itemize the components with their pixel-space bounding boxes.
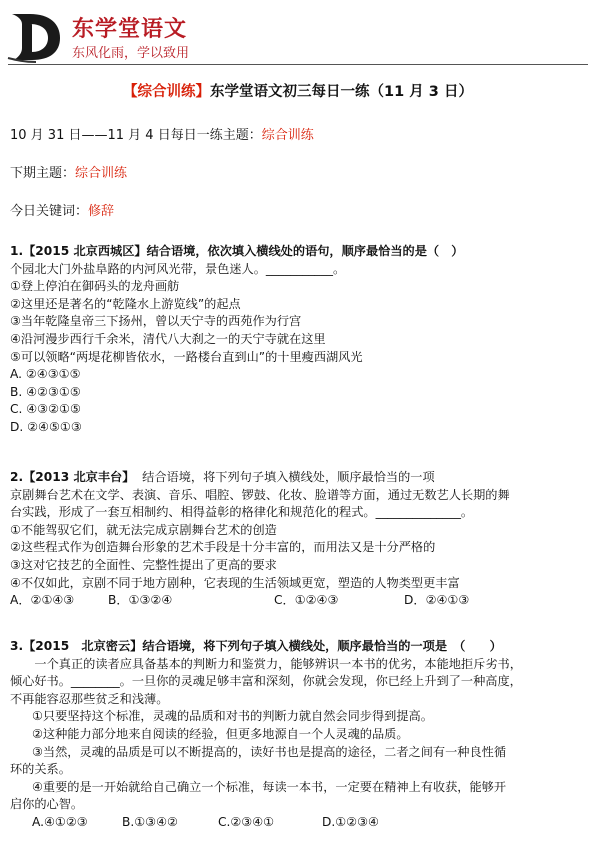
question-3-item-continued: 环的关系。: [10, 762, 71, 777]
question-2-stem: [10, 469, 588, 487]
question-3-passage-line: 不再能容忍那些贫乏和浅薄。: [10, 691, 169, 706]
question-1-option-b: B. ④②③①⑤: [10, 384, 81, 399]
question-3-item: ③当然，灵魂的品质是可以不断提高的，读好书也是提高的途径，二者之间有一种良性循: [32, 744, 507, 759]
question-1-stem: 1.【2015 北京西城区】结合语境，依次填入横线处的语句，顺序最恰当的是（ ）: [10, 244, 464, 258]
question-2-item: ③这对它技艺的全面性、完整性提出了更高的要求: [10, 557, 277, 572]
question-2-option-a: A．②①④③: [10, 593, 75, 608]
question-3-option-b: B.①③④②: [122, 814, 178, 829]
question-3-option-a: A.④①②③: [32, 814, 88, 829]
logo-d-icon: [6, 8, 64, 64]
question-1-option-c: C. ④③②①⑤: [10, 402, 81, 417]
title-tag: 【综合训练】: [123, 84, 211, 100]
question-1-option-d: D. ②④⑤①③: [10, 419, 82, 434]
brand-slogan: 东风化雨，学以致用: [72, 46, 190, 61]
question-1: [10, 243, 588, 437]
question-2-options: [10, 592, 588, 610]
keyword-label: 今日关键词：: [10, 204, 89, 219]
question-2-passage-line: 台实践，形成了一套互相制约、相得益彰的格律化和规范化的程式。______________。: [10, 505, 474, 520]
question-1-item: ②这里还是著名的“乾隆水上游览线”的起点: [10, 296, 241, 311]
question-3-passage-line: 倾心好书。________。一旦你的灵魂足够丰富和深刻，你就会发现，你已经上升到了一种高度，: [10, 674, 522, 689]
question-1-item: ④沿河漫步西行千余米，清代八大刹之一的天宁寺就在这里: [10, 331, 326, 346]
topic-value: 综合训练: [261, 128, 314, 143]
question-3-passage-line: 一个真正的读者应具备基本的判断力和鉴赏力，能够辨识一本书的优劣，本能地拒斥劣书，: [34, 656, 522, 671]
question-2-item: ④不仅如此，京剧不同于地方剧种，它表现的生活领域更宽，塑造的人物类型更丰富: [10, 575, 460, 590]
question-3: [10, 638, 588, 832]
question-3-options: [10, 814, 588, 832]
brand-name: 东学堂语文: [72, 16, 188, 42]
question-3-item-continued: 启你的心智。: [10, 797, 84, 812]
question-2-option-b: B．①③②④: [108, 593, 173, 608]
question-2-item: ①不能驾驭它们，就无法完成京剧舞台艺术的创造: [10, 522, 277, 537]
question-3-item: ②这种能力部分地来自阅读的经验，但更多地源自一个人灵魂的品质。: [32, 726, 409, 741]
next-topic-value: 综合训练: [75, 166, 128, 181]
title-text: 东学堂语文初三每日一练（11 月 3 日）: [210, 84, 473, 100]
question-3-option-c: C.②③④①: [218, 814, 275, 829]
question-2-instruction: 结合语境，将下列句子填入横线处，顺序最恰当的一项: [142, 470, 435, 484]
question-1-item: ⑤可以领略“两堤花柳皆依水，一路楼台直到山”的十里瘦西湖风光: [10, 349, 363, 364]
question-2-source: 2.【2013 北京丰台】: [10, 470, 135, 484]
question-3-stem: 3.【2015 北京密云】结合语境，将下列句子填入横线处，顺序最恰当的一项是 （ ）: [10, 639, 502, 653]
question-1-passage: 个园北大门外盐阜路的内河风光带，景色迷人。___________。: [10, 261, 346, 276]
question-2-option-c: C．①②④③: [274, 593, 339, 608]
topic-label: 10 月 31 日——11 月 4 日每日一练主题：: [10, 128, 262, 143]
question-2-passage-line: 京剧舞台艺术在文学、表演、音乐、唱腔、锣鼓、化妆、脸谱等方面，通过无数艺人长期的舞: [10, 487, 510, 502]
question-2-option-d: D．②④①③: [404, 593, 470, 608]
question-3-item: ④重要的是一开始就给自己确立一个标准，每读一本书，一定要在精神上有收获，能够开: [32, 779, 507, 794]
next-topic-label: 下期主题：: [10, 166, 76, 181]
topic-line: [10, 124, 314, 143]
header: [0, 0, 596, 70]
question-1-option-a: A. ②④③①⑤: [10, 367, 81, 382]
keyword-line: [10, 200, 114, 219]
question-1-item: ①登上停泊在御码头的龙舟画舫: [10, 279, 180, 294]
next-topic-line: [10, 162, 127, 181]
keyword-value: 修辞: [88, 204, 115, 219]
question-2: [10, 469, 588, 610]
question-1-item: ③当年乾隆皇帝三下扬州，曾以天宁寺的西苑作为行宫: [10, 314, 302, 329]
question-3-option-d: D.①②③④: [322, 814, 379, 829]
header-divider: [8, 64, 588, 65]
page-title: [0, 80, 596, 101]
question-2-item: ②这些程式作为创造舞台形象的艺术手段是十分丰富的，而用法又是十分严格的: [10, 540, 436, 555]
question-3-item: ①只要坚持这个标准，灵魂的品质和对书的判断力就自然会同步得到提高。: [32, 709, 433, 724]
